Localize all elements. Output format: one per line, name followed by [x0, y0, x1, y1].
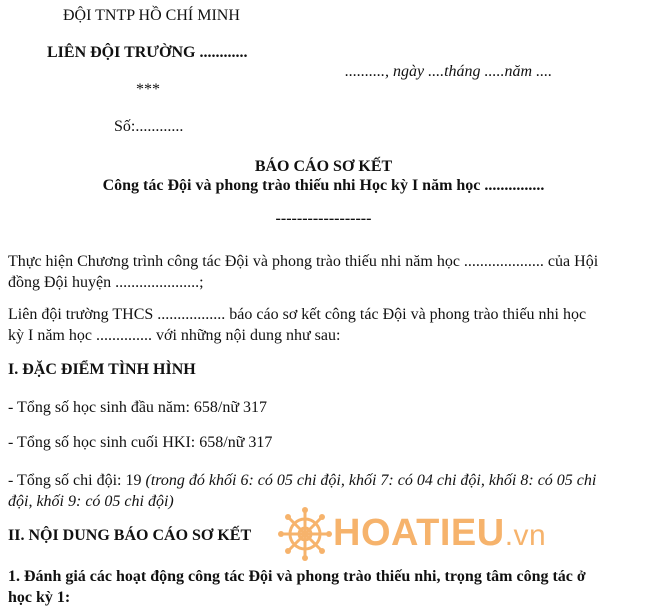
date-line: .........., ngày ....tháng .....năm .... — [345, 63, 553, 80]
hoatieu-watermark — [275, 506, 555, 562]
intro-paragraph-2: Liên đội trường THCS ................. báo cáo sơ kết công tác Đội và phong trào thiếu nhi học kỳ I năm học .............. với những nội dung như sau: — [8, 306, 587, 344]
report-title: BÁO CÁO SƠ KẾT — [254, 158, 393, 175]
unit-name: LIÊN ĐỘI TRƯỜNG ............ — [47, 44, 248, 61]
title-divider: ------------------ — [275, 210, 372, 227]
org-name: ĐỘI TNTP HỒ CHÍ MINH — [63, 7, 240, 24]
ship-wheel-icon — [275, 506, 335, 562]
section-1-item-2: - Tổng số học sinh cuối HKI: 658/nữ 317 — [8, 434, 273, 451]
watermark-suffix: .vn — [504, 519, 547, 552]
chi-doi-breakdown: (trong đó khối 6: có 05 chi đội, khối 7: có 04 chi đội, khối 8: có 05 chi đội, khối 9: có 05 chi đội) — [8, 472, 597, 510]
section-2-heading: II. NỘI DUNG BÁO CÁO SƠ KẾT — [8, 527, 252, 544]
report-subtitle: Công tác Đội và phong trào thiếu nhi Học kỳ I năm học ............... — [102, 177, 545, 194]
watermark-brand: HOATIEU — [333, 512, 505, 554]
document-number: Số:............ — [114, 118, 184, 135]
section-1-heading: I. ĐẶC ĐIỂM TÌNH HÌNH — [8, 361, 196, 378]
stars: *** — [136, 81, 160, 98]
chi-doi-count: - Tổng số chi đội: 19 — [8, 472, 146, 489]
watermark-text — [333, 508, 546, 561]
intro-paragraph-1: Thực hiện Chương trình công tác Đội và phong trào thiếu nhi năm học .................... của Hội đồng Đội huyện .....................; — [8, 253, 599, 291]
section-1-item-1: - Tổng số học sinh đầu năm: 658/nữ 317 — [8, 399, 268, 416]
section-2-subheading-1: 1. Đánh giá các hoạt động công tác Đội và phong trào thiếu nhi, trọng tâm công tác ở học kỳ 1: — [8, 568, 586, 606]
